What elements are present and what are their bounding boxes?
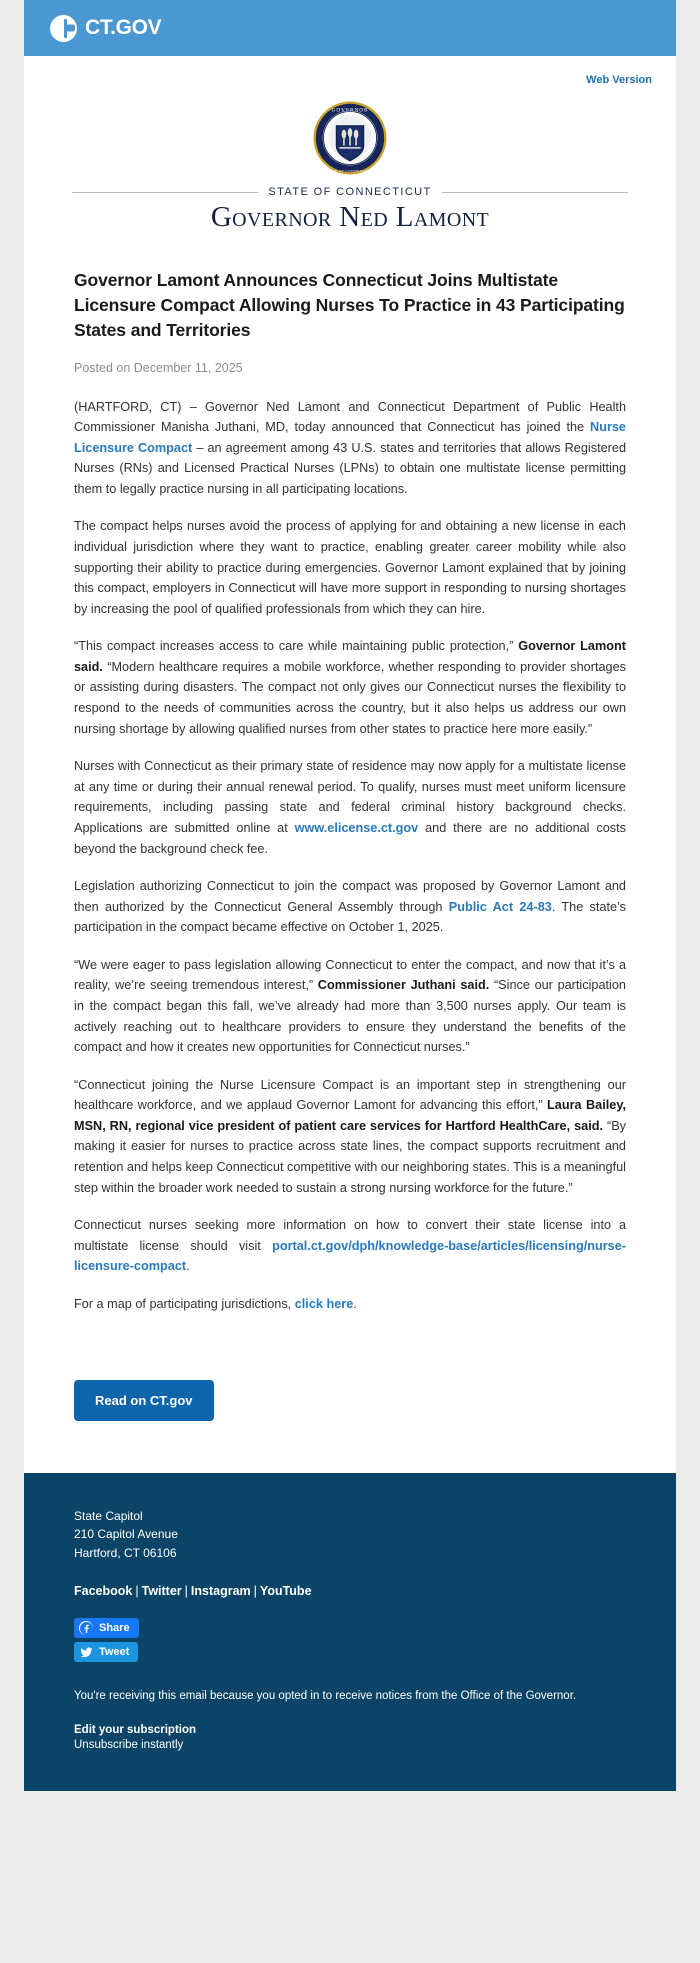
nurse-licensure-compact-link[interactable]: Nurse Licensure Compact xyxy=(74,420,626,455)
page-title: Governor Lamont Announces Connecticut Joins Multistate Licensure Compact Allowing Nurses To Practice in 43 Participating States and Territories xyxy=(74,270,625,340)
state-of-connecticut-label: STATE OF CONNECTICUT xyxy=(268,186,432,198)
p4-text-b: and there are no additional costs beyond the background check fee. xyxy=(74,820,626,856)
facebook-link[interactable]: Facebook xyxy=(74,1584,133,1599)
click-here-map-link[interactable]: click here xyxy=(294,1296,354,1311)
juthani-attribution: Commissioner Juthani said. xyxy=(317,978,490,993)
twitter-bird-icon xyxy=(79,1645,93,1659)
state-seal-icon xyxy=(312,100,388,176)
footer-optin-note: You're receiving this email because you opted in to receive notices from the Office of the Governor. xyxy=(74,1690,577,1703)
facebook-icon xyxy=(79,1621,93,1635)
p6-text-b: “Since our participation in the compact began this fall, we’ve already had more than 3,500 nurses apply. Our team is actively reaching out to healthcare providers to ensure they understand the benefits of the compact and how it creates new opportunities for Connecticut nurses.” xyxy=(74,978,626,1055)
paragraph-2: The compact helps nurses avoid the process of applying for and obtaining a new license in each individual jurisdiction where they want to practice, enabling greater career mobility while also supporting their ability to practice during emergencies. Governor Lamont explained that by joining this compact, employers in Connecticut will have more support in responding to nursing shortages by increasing the pool of qualified professionals from which they can hire. xyxy=(74,519,626,616)
portal-dph-link[interactable]: portal.ct.gov/dph/knowledge-base/articles/licensing/nurse-licensure-compact xyxy=(74,1238,626,1274)
email-header-bar xyxy=(24,0,676,56)
unsubscribe-link[interactable]: Unsubscribe instantly xyxy=(74,1738,184,1751)
paragraph-5 xyxy=(74,876,626,938)
p5-text-b: . The state’s participation in the compact became effective on October 1, 2025. xyxy=(74,899,626,935)
masthead xyxy=(24,94,676,234)
governor-name-heading: Governor Ned Lamont xyxy=(210,201,490,233)
footer-address xyxy=(74,1507,626,1563)
posted-date: Posted on December 11, 2025 xyxy=(74,360,243,375)
svg-text:STATE OF CONNECTICUT: STATE OF CONNECTICUT xyxy=(324,169,376,174)
public-act-link[interactable]: Public Act 24-83 xyxy=(448,899,552,914)
paragraph-1 xyxy=(74,397,626,500)
ctgov-logo[interactable] xyxy=(50,15,161,42)
elicense-link[interactable]: www.elicense.ct.gov xyxy=(294,820,419,835)
paragraph-4 xyxy=(74,756,626,859)
address-line-2: 210 Capitol Avenue xyxy=(74,1527,178,1542)
address-line-3: Hartford, CT 06106 xyxy=(74,1545,177,1560)
rule-right xyxy=(442,192,628,193)
edit-subscription-link[interactable]: Edit your subscription xyxy=(74,1723,197,1736)
web-version-link[interactable]: Web Version xyxy=(586,74,652,86)
web-version-row xyxy=(24,56,676,94)
social-sep-3: | xyxy=(253,1584,257,1599)
read-on-ctgov-button[interactable]: Read on CT.gov xyxy=(74,1380,214,1421)
twitter-tweet-label: Tweet xyxy=(99,1646,130,1659)
facebook-share-label: Share xyxy=(99,1622,130,1635)
p3-text-b: “Modern healthcare requires a mobile workforce, whether responding to provider shortages or assisting during disasters. The compact not only gives our Connecticut nurses the flexibility to respond to the needs of communities across the country, but it also helps us address our own nursing shortage by allowing qualified nurses from other states to practice here more easily.” xyxy=(74,659,626,736)
cta-section xyxy=(24,1332,676,1473)
p8-text-a: Connecticut nurses seeking more information on how to convert their state license into a multistate license should visit xyxy=(74,1218,626,1253)
p8-text-b: . xyxy=(186,1259,190,1274)
instagram-link[interactable]: Instagram xyxy=(190,1584,251,1599)
twitter-link[interactable]: Twitter xyxy=(141,1584,182,1599)
social-sep-2: | xyxy=(184,1584,188,1599)
social-sep-1: | xyxy=(135,1584,139,1599)
email-footer xyxy=(24,1473,676,1791)
lamont-attribution: Governor Lamont said. xyxy=(74,639,626,674)
p3-text-a: “This compact increases access to care while maintaining public protection,” xyxy=(74,639,519,654)
article-content xyxy=(24,234,676,1315)
state-line-row xyxy=(72,186,628,198)
rule-left xyxy=(72,192,258,193)
youtube-link[interactable]: YouTube xyxy=(259,1584,312,1599)
share-buttons xyxy=(74,1618,626,1666)
page-bottom-spacer xyxy=(0,1791,700,1963)
p4-text-a: Nurses with Connecticut as their primary state of residence may now apply for a multistate license at any time or during their annual renewal period. To qualify, nurses must meet uniform licensure requirements, including passing state and federal criminal history background checks. Applications are submitted online at xyxy=(74,759,626,835)
p1-text-b: – an agreement among 43 U.S. states and territories that allows Registered Nurses (RNs) and Licensed Practical Nurses (LPNs) to obtain one multistate license permitting them to legally practice nursing in all participating locations. xyxy=(74,440,627,496)
p9-text-b: . xyxy=(353,1296,357,1311)
paragraph-3-lamont-quote xyxy=(74,636,626,739)
p7-text-a: “Connecticut joining the Nurse Licensure Compact is an important step in strengthening our healthcare workforce, and we applaud Governor Lamont for advancing this effort,” xyxy=(74,1077,626,1113)
address-line-1: State Capitol xyxy=(74,1508,143,1523)
ctgov-c-icon xyxy=(50,15,77,42)
ctgov-logo-text: CT.GOV xyxy=(85,16,162,39)
paragraph-7-bailey-quote xyxy=(74,1075,626,1198)
svg-text:GOVERNOR: GOVERNOR xyxy=(331,107,369,114)
p6-text-a: “We were eager to pass legislation allowing Connecticut to enter the compact, and now that it’s a reality, we’re seeing tremendous interest,” xyxy=(74,957,626,993)
p9-text-a: For a map of participating jurisdictions, xyxy=(74,1296,295,1311)
paragraph-8 xyxy=(74,1215,626,1277)
p5-text-a: Legislation authorizing Connecticut to join the compact was proposed by Governor Lamont and then authorized by the Connecticut General Assembly through xyxy=(74,879,626,914)
bailey-attribution: Laura Bailey, MSN, RN, regional vice president of patient care services for Hartford HealthCare, said. xyxy=(74,1098,626,1133)
p7-text-b: “By making it easier for nurses to practice across state lines, the compact supports recruitment and retention and helps keep Connecticut competitive with our neighboring states. This is a meaningful step within the broader work needed to sustain a strong nursing workforce for the future.” xyxy=(74,1118,626,1195)
twitter-tweet-button[interactable] xyxy=(74,1642,138,1662)
paragraph-9 xyxy=(74,1294,626,1315)
facebook-share-button[interactable] xyxy=(74,1618,139,1638)
paragraph-6-juthani-quote xyxy=(74,955,626,1058)
p1-text-a: (HARTFORD, CT) – Governor Ned Lamont and Connecticut Department of Public Health Commissioner Manisha Juthani, MD, today announced that Connecticut has joined the xyxy=(74,399,626,435)
email-body xyxy=(24,0,676,1473)
social-links-row xyxy=(74,1584,626,1598)
